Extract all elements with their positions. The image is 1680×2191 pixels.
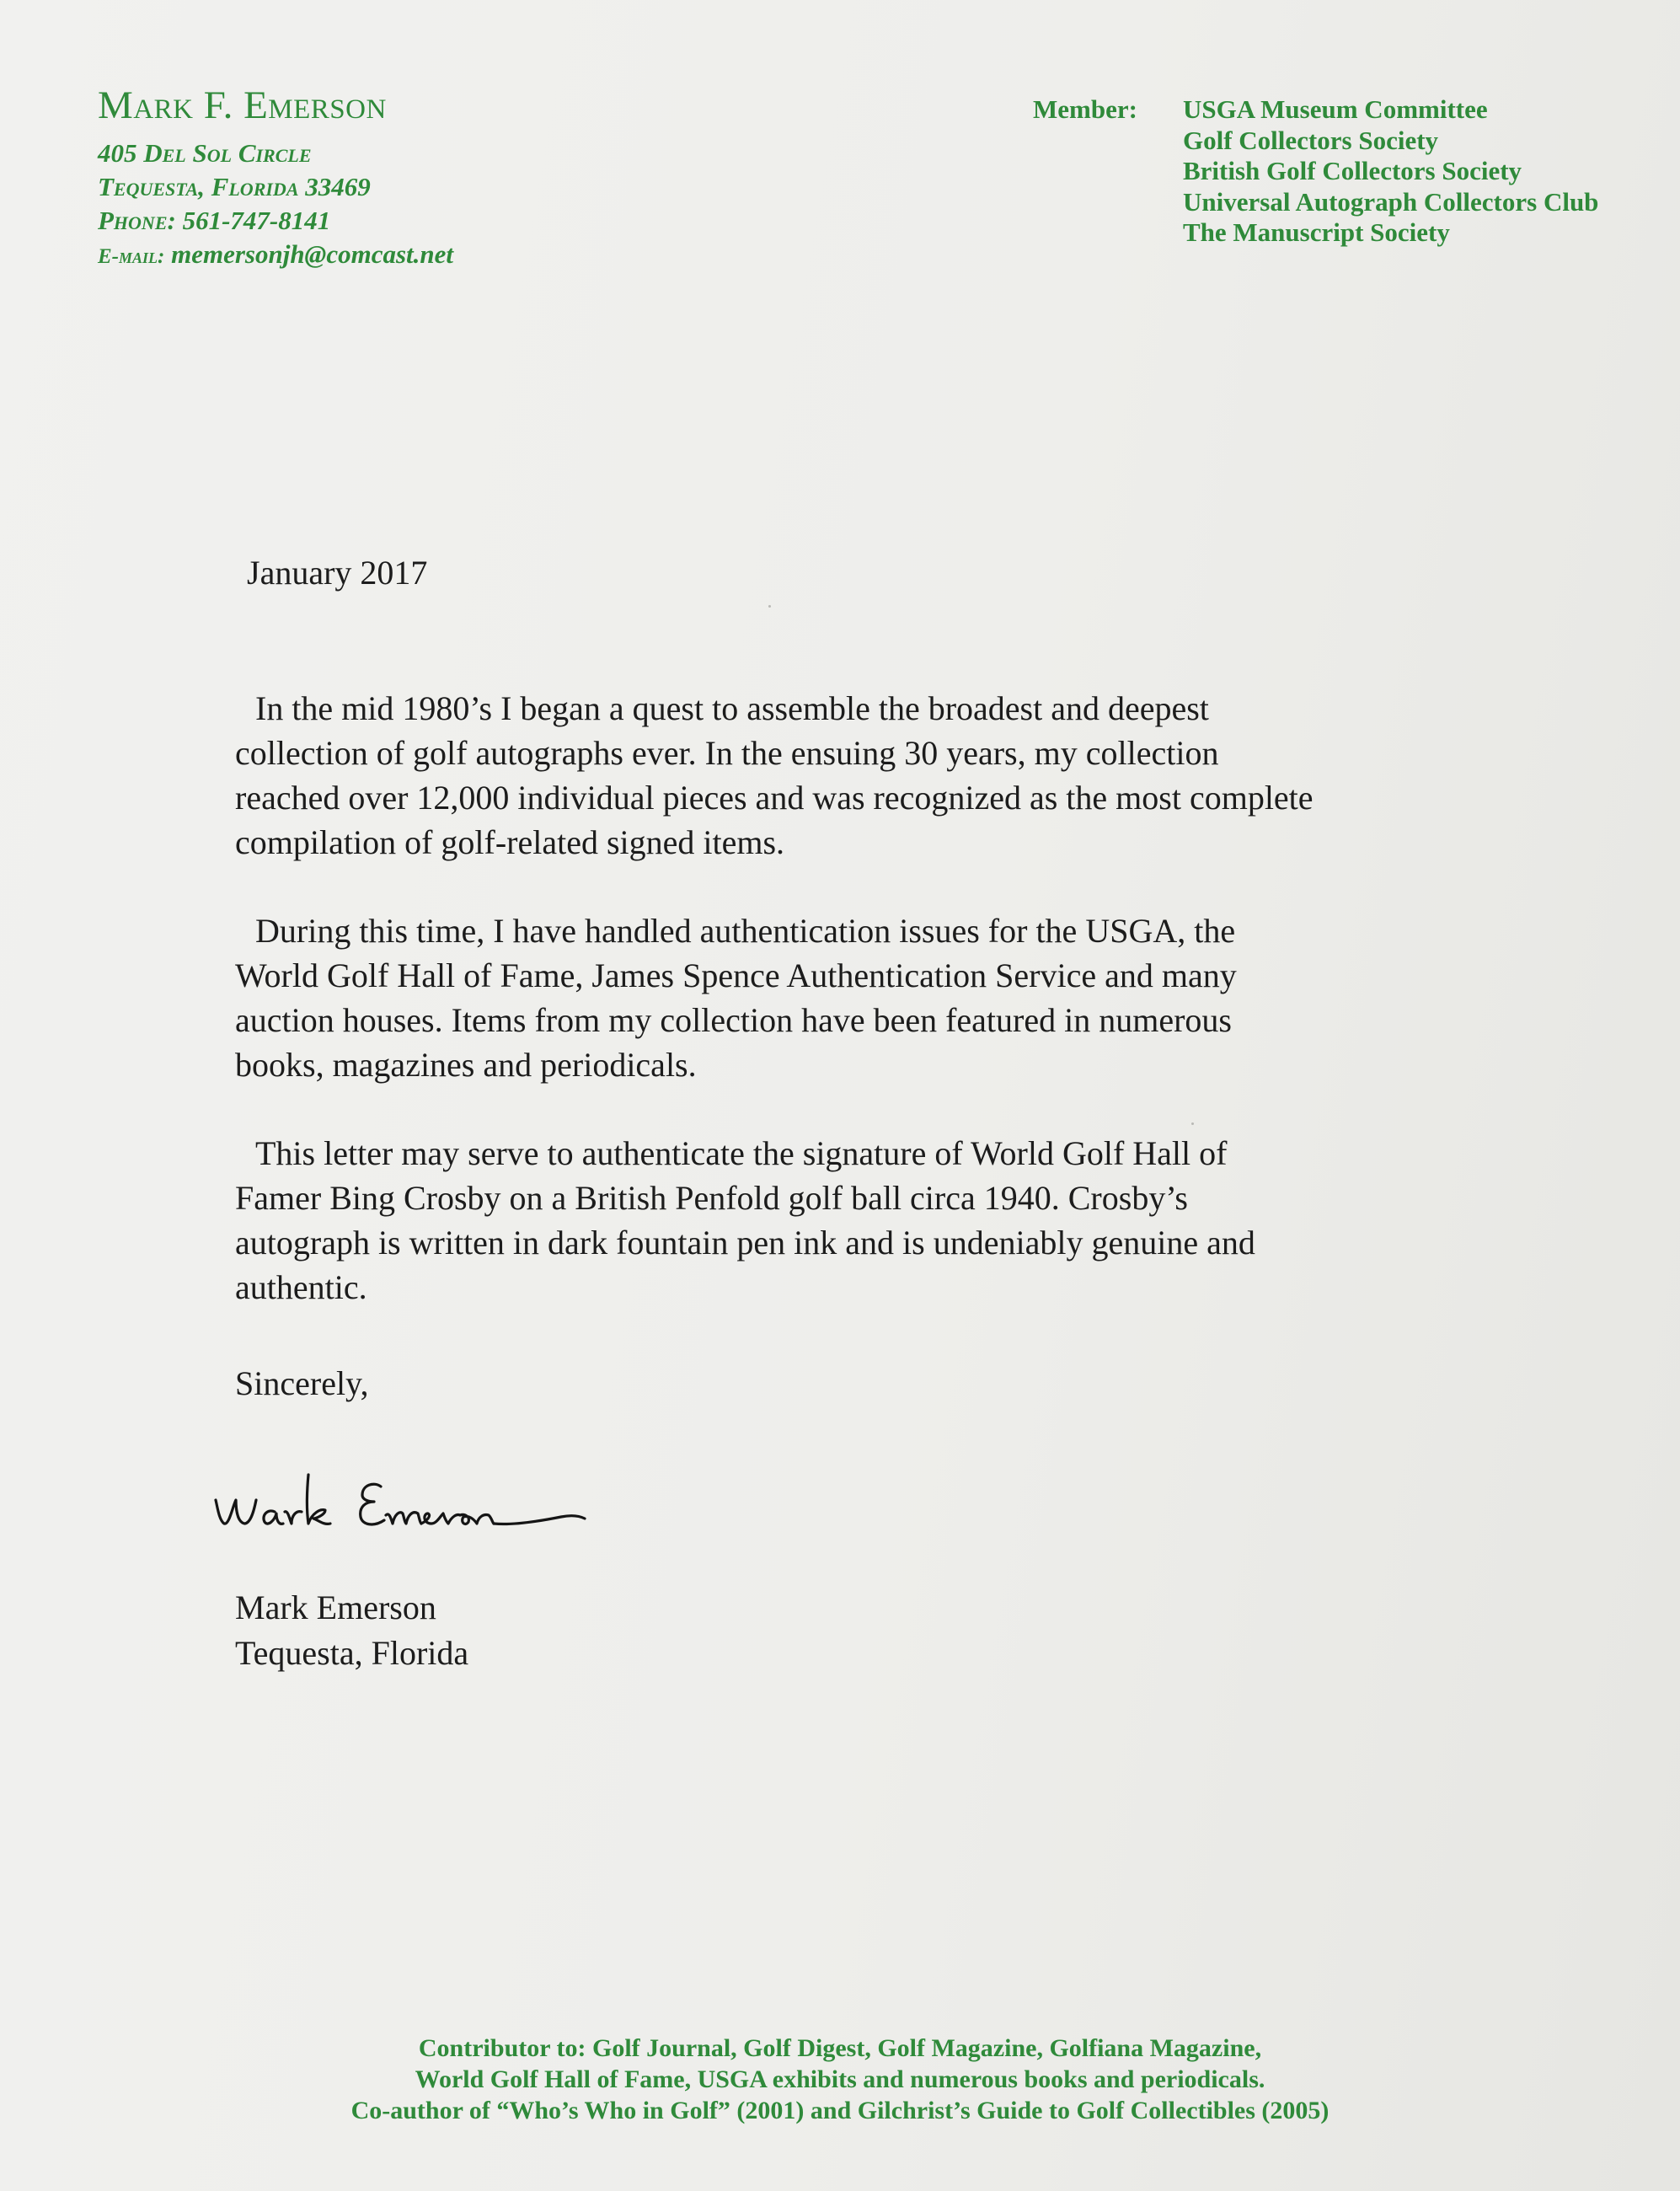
membership-item: Golf Collectors Society (1183, 125, 1439, 155)
email-address: memersonjh@comcast.net (171, 238, 454, 269)
membership-item: Universal Autograph Collectors Club (1183, 186, 1599, 217)
paragraph-line: This letter may serve to authenticate the signature of World Golf Hall of (255, 1134, 1228, 1172)
paragraph-line: reached over 12,000 individual pieces and was recognized as the most complete (235, 779, 1314, 817)
closing: Sincerely, (235, 1364, 369, 1402)
member-label: Member: (1033, 94, 1137, 124)
paragraph-line: collection of golf autographs ever. In the ensuing 30 years, my collection (235, 734, 1219, 772)
paragraph-line: World Golf Hall of Fame, James Spence Authentication Service and many (235, 956, 1237, 994)
paper-speck (768, 605, 771, 608)
letterhead-name: Mark F. Emerson (98, 83, 387, 127)
paragraph-line: authentic. (235, 1268, 367, 1306)
footer-line: Contributor to: Golf Journal, Golf Digest, Golf Magazine, Golfiana Magazine, (418, 2034, 1262, 2062)
footer-line: World Golf Hall of Fame, USGA exhibits and numerous books and periodicals. (415, 2065, 1265, 2093)
letter-date: January 2017 (247, 554, 428, 592)
paragraph-line: compilation of golf-related signed items. (235, 823, 785, 861)
paragraph-2 (235, 908, 1533, 1087)
address-line-1: 405 Del Sol Circle (98, 137, 312, 168)
paragraph-line: autograph is written in dark fountain pen ink and is undeniably genuine and (235, 1224, 1255, 1262)
letterhead-footer (0, 2033, 1680, 2126)
phone-line (98, 204, 688, 238)
handwritten-signature (207, 1448, 595, 1549)
paragraph-line: During this time, I have handled authentication issues for the USGA, the (255, 912, 1236, 950)
paragraph-3 (235, 1131, 1533, 1310)
footer-line: Co-author of “Who’s Who in Golf” (2001) and Gilchrist’s Guide to Golf Collectibles (2005) (350, 2097, 1330, 2124)
email-line (98, 238, 688, 274)
signer-name: Mark Emerson (235, 1588, 436, 1626)
email-label: E-mail: (98, 244, 165, 268)
letter-body (235, 686, 1533, 1353)
paper-speck (1191, 1122, 1194, 1125)
paragraph-line: In the mid 1980’s I began a quest to assemble the broadest and deepest (255, 689, 1209, 727)
signer-location: Tequesta, Florida (235, 1634, 469, 1672)
letterhead-contact-block (98, 84, 688, 274)
phone-label: Phone: (98, 205, 176, 235)
membership-item: The Manuscript Society (1183, 217, 1450, 247)
membership-item: USGA Museum Committee (1183, 94, 1488, 124)
membership-item: British Golf Collectors Society (1183, 156, 1522, 185)
paragraph-1 (235, 686, 1533, 865)
paragraph-line: Famer Bing Crosby on a British Penfold golf ball circa 1940. Crosby’s (235, 1179, 1188, 1217)
address-line-2: Tequesta, Florida 33469 (98, 171, 371, 201)
phone-number: 561-747-8141 (182, 205, 331, 235)
membership-list (1183, 94, 1598, 249)
paragraph-line: books, magazines and periodicals. (235, 1046, 697, 1084)
paragraph-line: auction houses. Items from my collection have been featured in numerous (235, 1001, 1232, 1039)
